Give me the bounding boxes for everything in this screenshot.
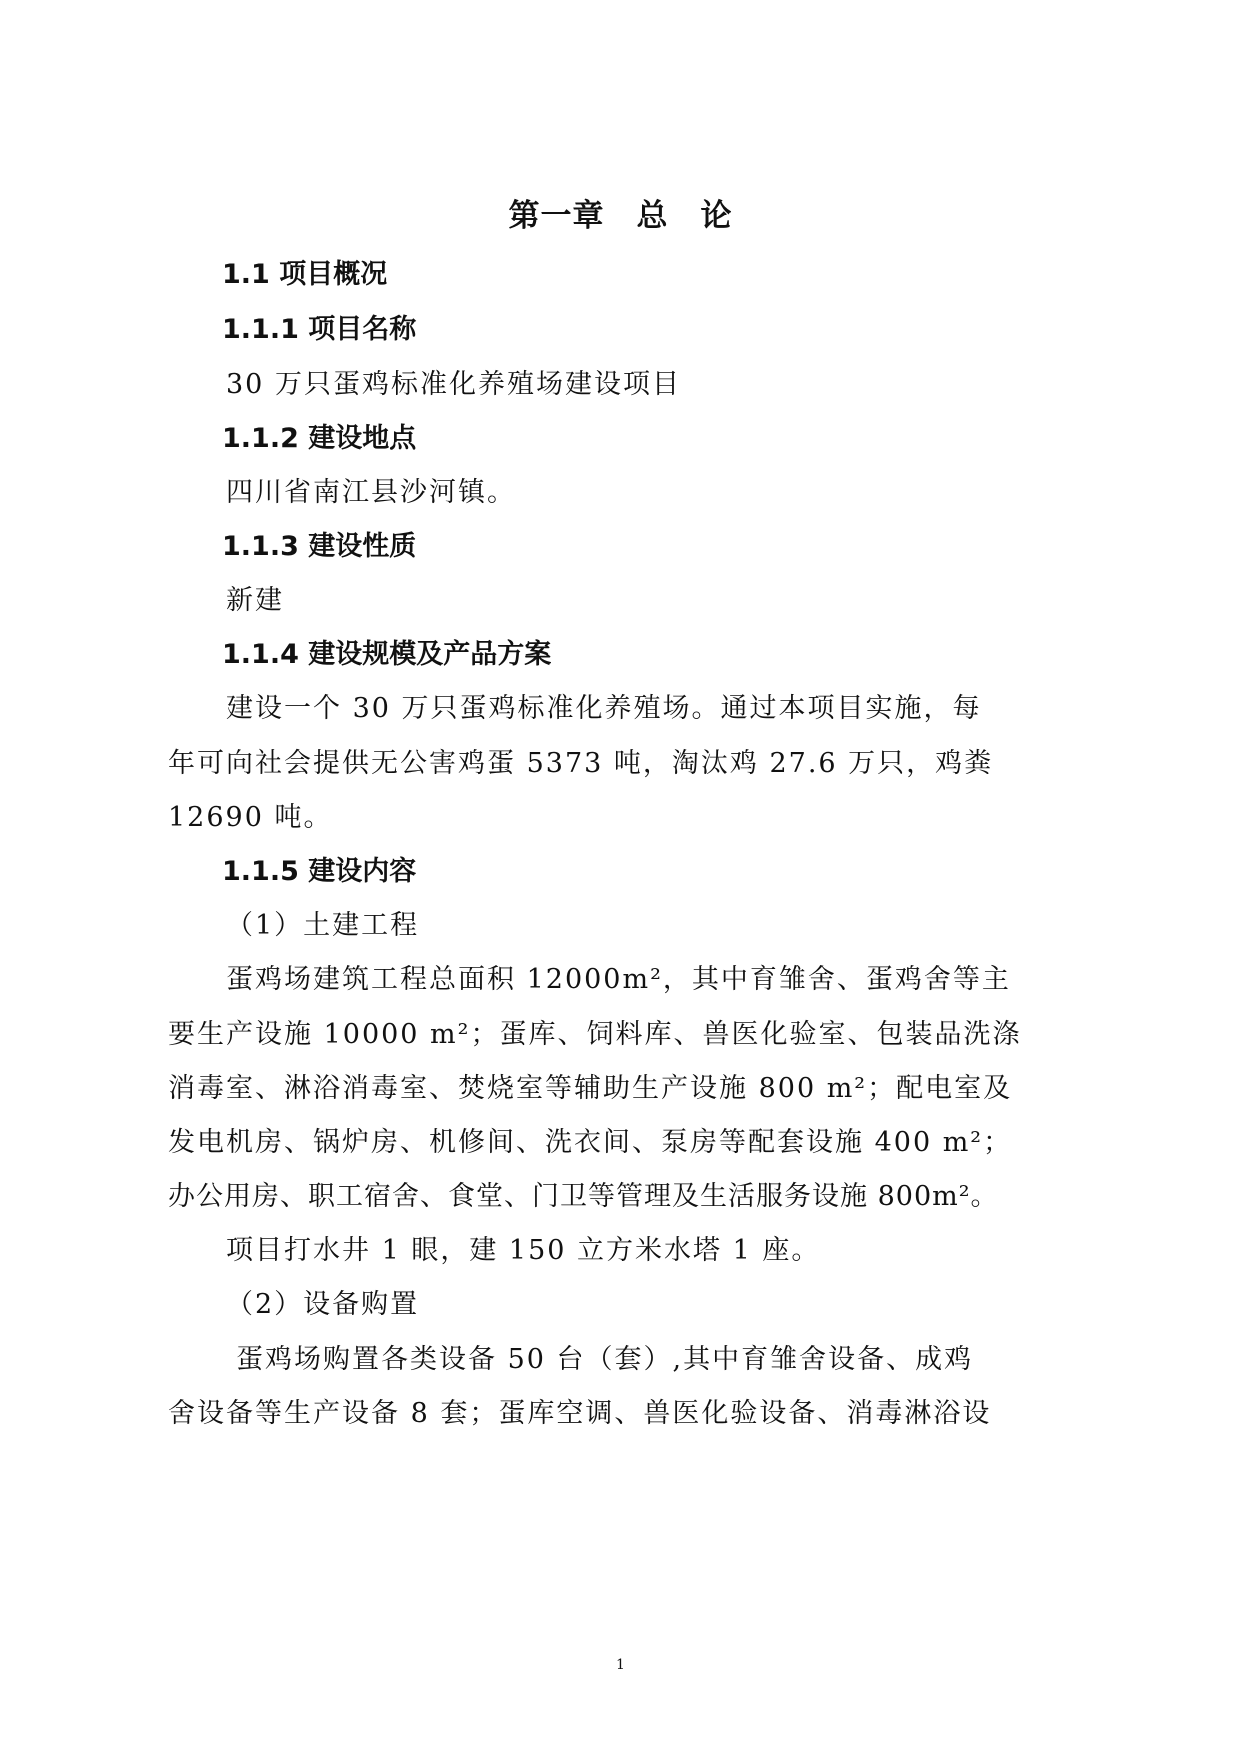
paragraph-line: 年可向社会提供无公害鸡蛋 5373 吨，淘汰鸡 27.6 万只，鸡粪 bbox=[168, 748, 994, 779]
paragraph-line: 舍设备等生产设备 8 套；蛋库空调、兽医化验设备、消毒淋浴设 bbox=[168, 1398, 992, 1429]
paragraph-line: 消毒室、淋浴消毒室、焚烧室等辅助生产设施 800 m²；配电室及 bbox=[168, 1073, 1013, 1104]
subsection-heading-1-1-3: 1.1.3 建设性质 bbox=[222, 531, 417, 562]
paragraph-line: 建设一个 30 万只蛋鸡标准化养殖场。通过本项目实施，每 bbox=[226, 693, 982, 724]
paragraph-line: 办公用房、职工宿舍、食堂、门卫等管理及生活服务设施 800m²。 bbox=[168, 1181, 999, 1212]
paragraph-line: 发电机房、锅炉房、机修间、洗衣间、泵房等配套设施 400 m²； bbox=[168, 1127, 1013, 1158]
item-heading-equipment: （2）设备购置 bbox=[226, 1289, 420, 1320]
subsection-heading-1-1-5: 1.1.5 建设内容 bbox=[222, 856, 417, 887]
item-heading-civil-works: （1）土建工程 bbox=[226, 910, 420, 941]
section-heading-1-1: 1.1 项目概况 bbox=[222, 259, 388, 290]
paragraph-line: 蛋鸡场建筑工程总面积 12000m²，其中育雏舍、蛋鸡舍等主 bbox=[226, 964, 1011, 995]
chapter-title: 第一章 总 论 bbox=[508, 198, 733, 234]
subsection-heading-1-1-1: 1.1.1 项目名称 bbox=[222, 314, 417, 345]
location-text: 四川省南江县沙河镇。 bbox=[226, 477, 516, 508]
subsection-heading-1-1-2: 1.1.2 建设地点 bbox=[222, 423, 417, 454]
project-name-text: 30 万只蛋鸡标准化养殖场建设项目 bbox=[226, 369, 681, 400]
page-number: 1 bbox=[616, 1657, 625, 1673]
subsection-heading-1-1-4: 1.1.4 建设规模及产品方案 bbox=[222, 639, 552, 670]
nature-text: 新建 bbox=[226, 585, 284, 616]
paragraph-line: 蛋鸡场购置各类设备 50 台（套）,其中育雏舍设备、成鸡 bbox=[236, 1344, 974, 1375]
paragraph-line: 要生产设施 10000 m²；蛋库、饲料库、兽医化验室、包装品洗涤 bbox=[168, 1019, 1022, 1050]
paragraph-line: 12690 吨。 bbox=[168, 802, 333, 833]
water-well-text: 项目打水井 1 眼，建 150 立方米水塔 1 座。 bbox=[226, 1235, 821, 1266]
